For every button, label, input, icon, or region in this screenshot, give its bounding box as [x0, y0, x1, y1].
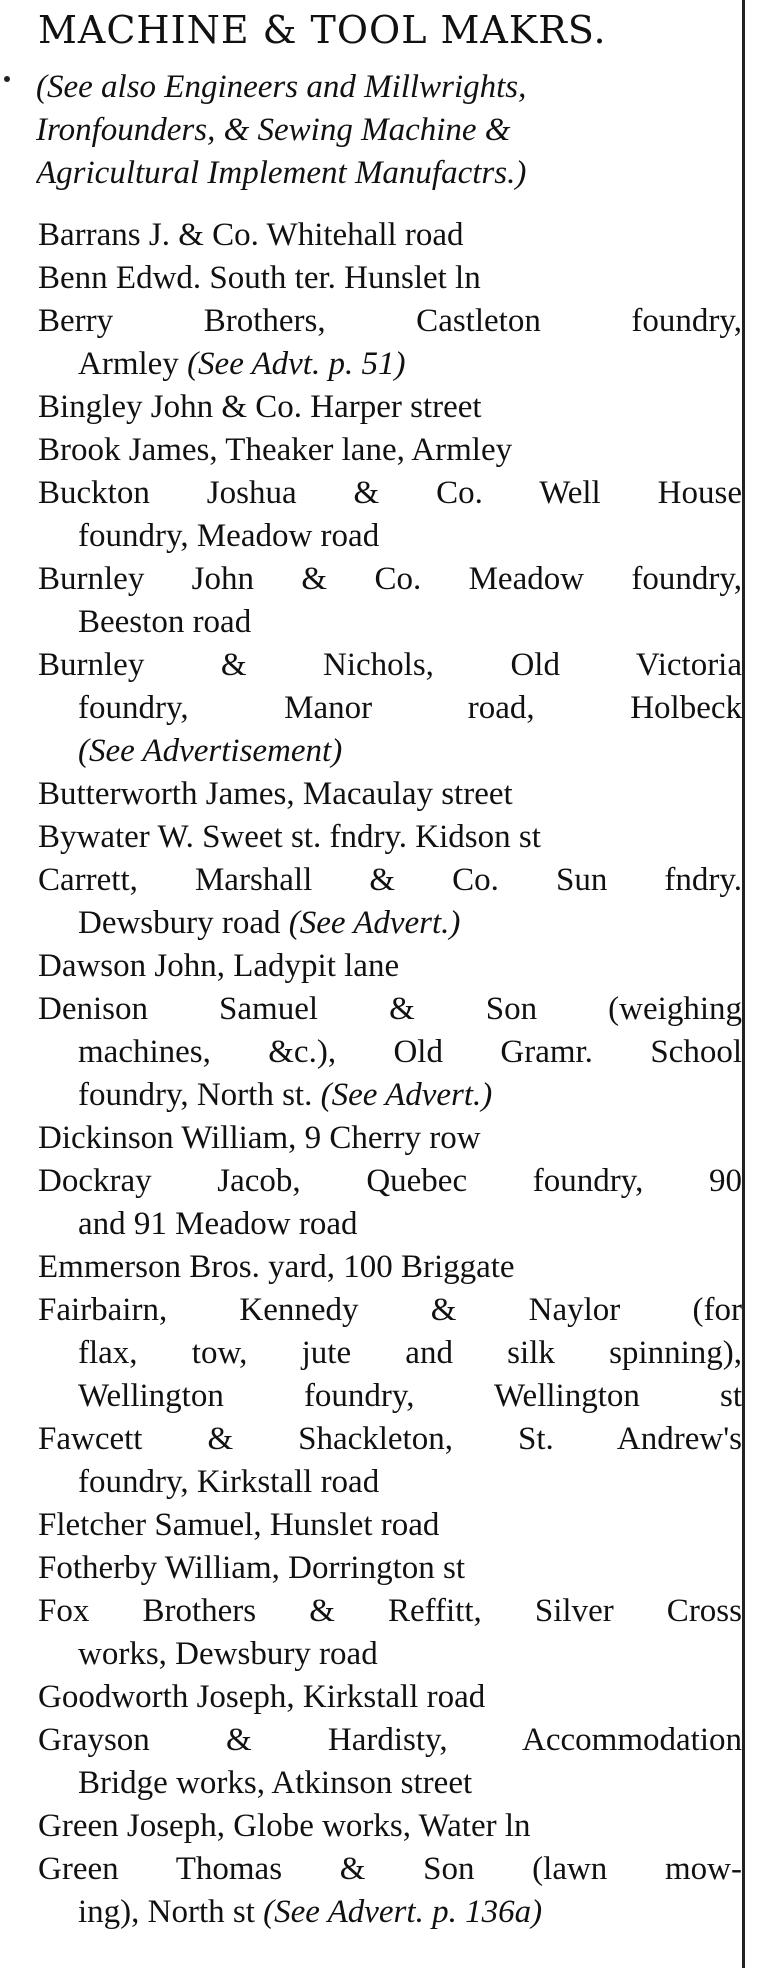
directory-entry — [38, 300, 742, 386]
entry-name-line — [38, 1719, 742, 1762]
entry-name-line — [38, 558, 742, 601]
directory-entry — [38, 1848, 742, 1934]
entry-name-line — [38, 1160, 742, 1203]
entry-continuation-line — [38, 730, 742, 773]
entry-text: Burnley & Nichols, Old Victoria — [38, 647, 742, 683]
entry-name-line — [38, 300, 742, 343]
entry-text: foundry, North st. — [78, 1077, 321, 1113]
entry-text: foundry, Manor road, Holbeck — [78, 690, 742, 726]
advert-reference: (See Advert.) — [288, 905, 461, 941]
advert-reference: (See Advt. p. 51) — [187, 346, 406, 382]
entry-text: Goodworth Joseph, Kirkstall road — [38, 1679, 486, 1715]
directory-entry — [38, 644, 742, 773]
directory-entry — [38, 1160, 742, 1246]
entry-text: Green Thomas & Son (lawn mow- — [38, 1851, 742, 1887]
entry-name-line — [38, 472, 742, 515]
entry-text: Dockray Jacob, Quebec foundry, 90 — [38, 1163, 742, 1199]
advert-reference: (See Advert.) — [320, 1077, 493, 1113]
print-speck — [4, 76, 10, 82]
entry-text: Dawson John, Ladypit lane — [38, 948, 400, 984]
directory-entry — [38, 859, 742, 945]
entry-text: Fox Brothers & Reffitt, Silver Cross — [38, 1593, 742, 1629]
entry-text: Dewsbury road — [78, 905, 289, 941]
directory-entry — [38, 386, 742, 429]
entry-text: Grayson & Hardisty, Accommodation — [38, 1722, 742, 1758]
entry-continuation-line — [38, 1332, 742, 1375]
directory-entry — [38, 945, 742, 988]
entry-name-line — [38, 1848, 742, 1891]
directory-entry — [38, 257, 742, 300]
entry-name-line — [38, 859, 742, 902]
entry-continuation-line — [38, 1461, 742, 1504]
entry-name-line — [38, 214, 742, 257]
entry-continuation-line — [38, 687, 742, 730]
entry-name-line — [38, 816, 742, 859]
entry-name-line — [38, 1504, 742, 1547]
entry-text: foundry, Kirkstall road — [78, 1464, 380, 1500]
entry-name-line — [38, 1289, 742, 1332]
advert-reference: (See Advertisement) — [78, 733, 343, 769]
entry-text: Berry Brothers, Castleton foundry, — [38, 303, 742, 339]
note-line: Ironfounders, & Sewing Machine & — [36, 112, 511, 148]
entry-text: foundry, Meadow road — [78, 518, 380, 554]
directory-entry — [38, 1246, 742, 1289]
entry-text: Dickinson William, 9 Cherry row — [38, 1120, 481, 1156]
entry-text: Wellington foundry, Wellington st — [78, 1378, 742, 1414]
entry-text: works, Dewsbury road — [78, 1636, 378, 1672]
directory-entry — [38, 816, 742, 859]
entry-text: Butterworth James, Macaulay street — [38, 776, 513, 812]
entry-name-line — [38, 1805, 742, 1848]
entry-name-line — [38, 386, 742, 429]
entry-name-line — [38, 1676, 742, 1719]
note-line: (See also Engineers and Millwrights, — [36, 69, 527, 105]
cross-reference-note — [36, 66, 740, 195]
entry-name-line — [38, 773, 742, 816]
entry-text: Denison Samuel & Son (weighing — [38, 991, 742, 1027]
note-line: Agricultural Implement Manufactrs.) — [36, 155, 527, 191]
directory-entry — [38, 429, 742, 472]
entry-continuation-line — [38, 1031, 742, 1074]
directory-entry — [38, 1590, 742, 1676]
entry-name-line — [38, 945, 742, 988]
directory-entry — [38, 773, 742, 816]
entry-text: Green Joseph, Globe works, Water ln — [38, 1808, 531, 1844]
entry-text: Beeston road — [78, 604, 252, 640]
entry-continuation-line — [38, 601, 742, 644]
entry-text: Emmerson Bros. yard, 100 Briggate — [38, 1249, 515, 1285]
directory-entry — [38, 1676, 742, 1719]
entry-text: Burnley John & Co. Meadow foundry, — [38, 561, 742, 597]
entry-name-line — [38, 988, 742, 1031]
directory-entry — [38, 1418, 742, 1504]
entry-text: Barrans J. & Co. Whitehall road — [38, 217, 464, 253]
directory-entry — [38, 1289, 742, 1418]
directory-entries — [38, 214, 742, 1934]
entry-name-line — [38, 1547, 742, 1590]
entry-text: Buckton Joshua & Co. Well House — [38, 475, 742, 511]
entry-text: Armley — [78, 346, 188, 382]
entry-name-line — [38, 429, 742, 472]
entry-continuation-line — [38, 1375, 742, 1418]
entry-continuation-line — [38, 1891, 742, 1934]
entry-continuation-line — [38, 343, 742, 386]
entry-name-line — [38, 257, 742, 300]
directory-entry — [38, 472, 742, 558]
column-rule — [742, 0, 745, 1968]
entry-text: Brook James, Theaker lane, Armley — [38, 432, 513, 468]
entry-text: and 91 Meadow road — [78, 1206, 358, 1242]
entry-continuation-line — [38, 1633, 742, 1676]
entry-name-line — [38, 1590, 742, 1633]
entry-text: Bingley John & Co. Harper street — [38, 389, 482, 425]
entry-name-line — [38, 1117, 742, 1160]
entry-text: Bridge works, Atkinson street — [78, 1765, 473, 1801]
entry-text: Fotherby William, Dorrington st — [38, 1550, 466, 1586]
advert-reference: (See Advert. p. 136a) — [263, 1894, 543, 1930]
entry-continuation-line — [38, 515, 742, 558]
directory-entry — [38, 1805, 742, 1848]
entry-name-line — [38, 644, 742, 687]
directory-entry — [38, 1504, 742, 1547]
entry-text: ing), North st — [78, 1894, 264, 1930]
entry-continuation-line — [38, 1203, 742, 1246]
entry-text: Fairbairn, Kennedy & Naylor (for — [38, 1292, 742, 1328]
entry-text: Carrett, Marshall & Co. Sun fndry. — [38, 862, 742, 898]
entry-name-line — [38, 1418, 742, 1461]
directory-entry — [38, 1117, 742, 1160]
section-heading: MACHINE & TOOL MAKRS. — [38, 8, 607, 52]
directory-entry — [38, 214, 742, 257]
entry-text: Bywater W. Sweet st. fndry. Kidson st — [38, 819, 541, 855]
entry-text: machines, &c.), Old Gramr. School — [78, 1034, 742, 1070]
directory-entry — [38, 1547, 742, 1590]
entry-continuation-line — [38, 1762, 742, 1805]
entry-text: Fletcher Samuel, Hunslet road — [38, 1507, 440, 1543]
directory-entry — [38, 988, 742, 1117]
entry-continuation-line — [38, 902, 742, 945]
entry-text: flax, tow, jute and silk spinning), — [78, 1335, 742, 1371]
entry-continuation-line — [38, 1074, 742, 1117]
directory-entry — [38, 558, 742, 644]
entry-name-line — [38, 1246, 742, 1289]
entry-text: Benn Edwd. South ter. Hunslet ln — [38, 260, 481, 296]
directory-entry — [38, 1719, 742, 1805]
entry-text: Fawcett & Shackleton, St. Andrew's — [38, 1421, 742, 1457]
